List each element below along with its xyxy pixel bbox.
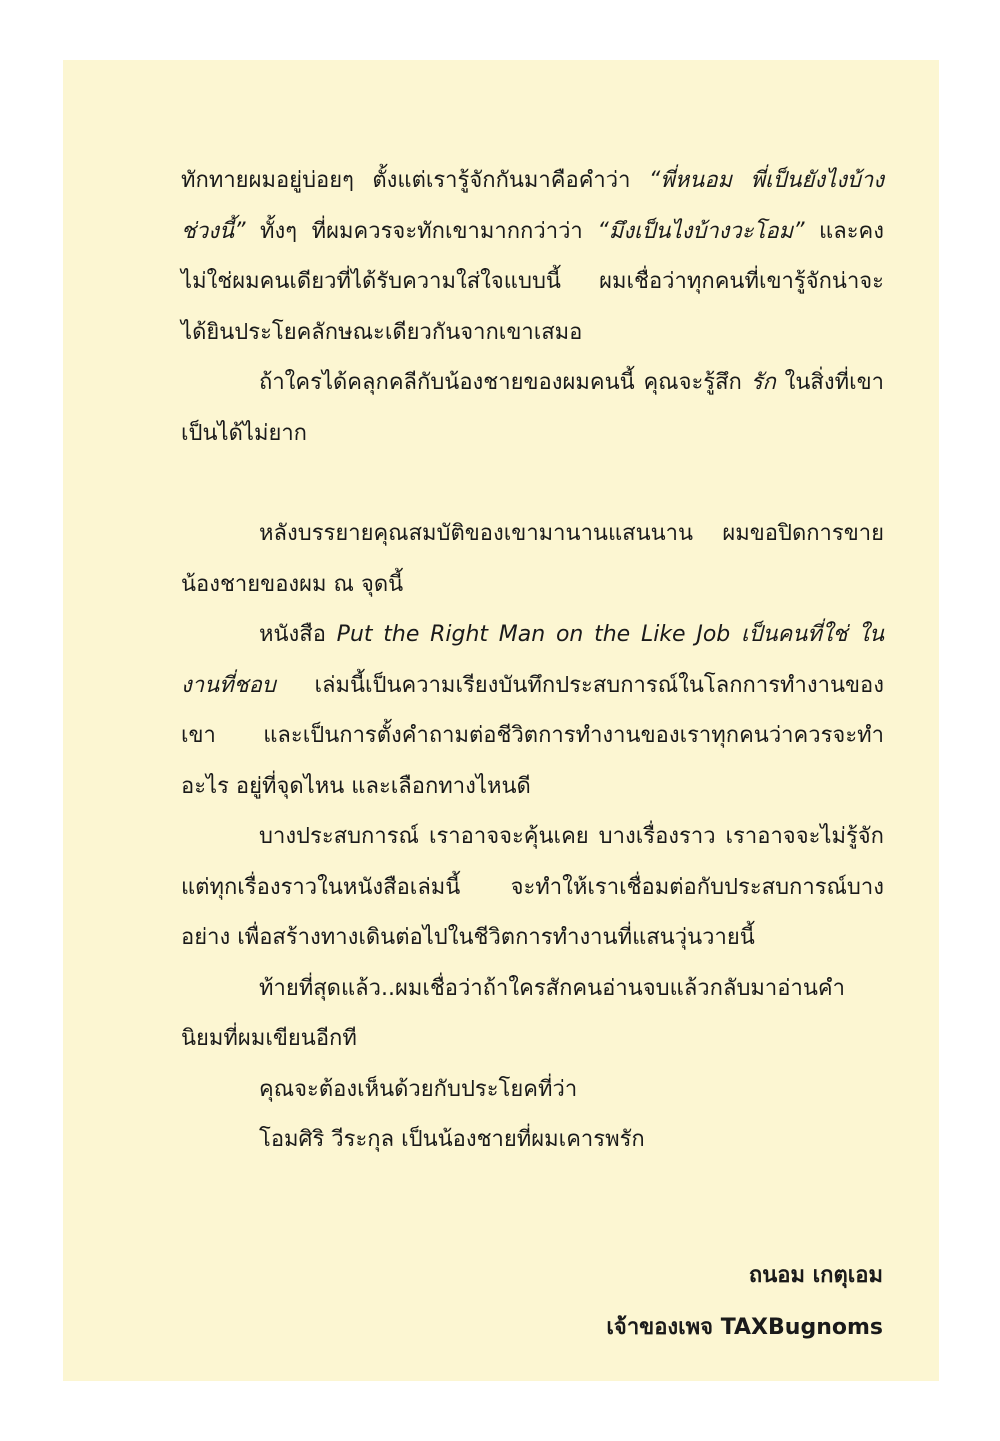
paragraph-6: ท้ายที่สุดแล้ว..ผมเชื่อว่าถ้าใครสักคนอ่านจบแล้วกลับมาอ่านคำนิยมที่ผมเขียนอีกที <box>181 975 845 1051</box>
signature-block <box>606 1250 883 1354</box>
quote-reply: “มึงเป็นไงบ้างวะโอม” <box>597 218 805 244</box>
paragraph-1-text-c: และคงไม่ใช่ผมคนเดียวที่ได้รับความใส่ใจแบบนี้ ผมเชื่อว่าทุกคนที่เขารู้จักน่าจะได้ยินประโยคลักษณะเดียวกันจากเขาเสมอ <box>181 218 884 345</box>
paragraph-4-text-b: เล่มนี้เป็นความเรียงบันทึกประสบการณ์ในโลกการทำงานของเขา และเป็นการตั้งคำถามต่อชีวิตการทำงานของเราทุกคนว่าควรจะทำอะไร อยู่ที่จุดไหน และเลือกทางไหนดี <box>181 672 884 799</box>
author-role: เจ้าของเพจ TAXBugnoms <box>606 1315 883 1340</box>
page <box>63 60 939 1381</box>
emphasis-love: รัก <box>750 370 776 395</box>
paragraph-5: บางประสบการณ์ เราอาจจะคุ้นเคย บางเรื่องราว เราอาจจะไม่รู้จัก แต่ทุกเรื่องราวในหนังสือเล่มนี้ จะทำให้เราเชื่อมต่อกับประสบการณ์บางอย่าง เพื่อสร้างทางเดินต่อไปในชีวิตการทำงานที่แสนวุ่นวายนี้ <box>181 824 884 950</box>
paragraph-4-text-a: หนังสือ <box>259 622 337 647</box>
paragraph-4 <box>181 610 884 812</box>
book-title: Put the Right Man on the Like Job เป็นคนที่ใช่ ในงานที่ชอบ <box>181 622 884 698</box>
paragraph-3: หลังบรรยายคุณสมบัติของเขามานานแสนนาน ผมขอปิดการขายน้องชายของผม ณ จุดนี้ <box>181 521 884 597</box>
author-name: ถนอม เกตุเอม <box>748 1263 883 1288</box>
quote-greeting: “พี่หนอม พี่เป็นยังไงบ้างช่วงนี้” <box>181 168 884 244</box>
foreword-body <box>181 156 884 1166</box>
section-gap <box>181 459 884 509</box>
paragraph-7: คุณจะต้องเห็นด้วยกับประโยคที่ว่า <box>259 1076 578 1102</box>
paragraph-1-text-a: ทักทายผมอยู่บ่อยๆ ตั้งแต่เรารู้จักกันมาคือคำว่า <box>181 168 649 193</box>
paragraph-8: โอมศิริ วีระกุล เป็นน้องชายที่ผมเคารพรัก <box>259 1127 645 1152</box>
paragraph-1-text-b: ทั้งๆ ที่ผมควรจะทักเขามากกว่าว่า <box>245 218 598 244</box>
paragraph-2 <box>181 358 884 459</box>
paragraph-1 <box>181 156 884 358</box>
paragraph-2-text-a: ถ้าใครได้คลุกคลีกับน้องชายของผมคนนี้ คุณจะรู้สึก <box>259 370 751 395</box>
paragraph-2-text-b: ในสิ่งที่เขาเป็นได้ไม่ยาก <box>181 370 885 446</box>
